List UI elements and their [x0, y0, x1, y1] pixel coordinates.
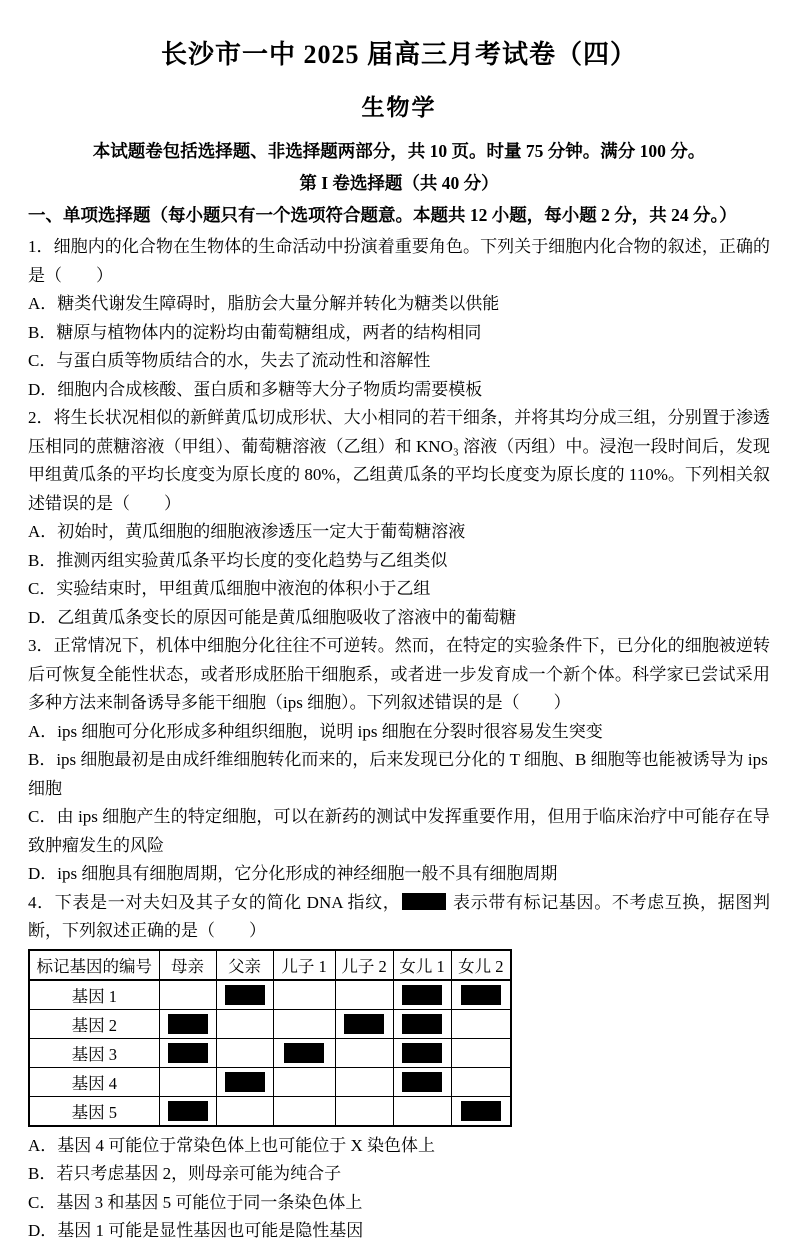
- table-header-row: [29, 950, 511, 980]
- question-1: [28, 233, 770, 404]
- dna-band-cell: [273, 1009, 335, 1038]
- question-3-stem: 3．正常情况下，机体中细胞分化往往不可逆转。然而，在特定的实验条件下，已分化的细胞被逆转后可恢复全能性状态，或者形成胚胎干细胞系，或者进一步发育成一个新个体。科学家已尝试采用多种方法来制备诱导多能干细胞（ips 细胞）。下列叙述错误的是（ ）: [28, 636, 770, 712]
- header-daughter1: 女儿 1: [393, 950, 451, 980]
- marker-band-icon: [402, 893, 446, 910]
- header-son2: 儿子 2: [335, 950, 393, 980]
- dna-band-cell: [216, 1096, 273, 1126]
- question-4-stem-after: 表示带有标记基因。不考虑互换，据图判断，下列叙述正确的是（ ）: [28, 892, 770, 940]
- table-row-gene2: [29, 1009, 511, 1038]
- dna-band-cell: [451, 1067, 511, 1096]
- question-4-option-b: B．若只考虑基因 2，则母亲可能为纯合子: [28, 1164, 342, 1183]
- dna-band-cell: [393, 1009, 451, 1038]
- dna-band-cell: [216, 1009, 273, 1038]
- dna-band-cell: [393, 1038, 451, 1067]
- question-1-stem: 1．细胞内的化合物在生物体的生命活动中扮演着重要角色。下列关于细胞内化合物的叙述，正确的是（ ）: [28, 237, 770, 285]
- question-4: [28, 889, 770, 1246]
- question-1-option-c: C．与蛋白质等物质结合的水，失去了流动性和溶解性: [28, 351, 431, 370]
- dna-band-cell: [451, 980, 511, 1010]
- dna-band-cell: [335, 980, 393, 1010]
- dna-band-cell: [335, 1096, 393, 1126]
- question-2-option-d: D．乙组黄瓜条变长的原因可能是黄瓜细胞吸收了溶液中的葡萄糖: [28, 607, 517, 627]
- dna-band-cell: [335, 1067, 393, 1096]
- dna-band-cell: [451, 1009, 511, 1038]
- gene1-label: 基因 1: [29, 980, 159, 1010]
- dna-band-cell: [216, 1067, 273, 1096]
- header-mother: 母亲: [159, 950, 216, 980]
- exam-subject: 生物学: [361, 95, 437, 120]
- question-2-option-c: C．实验结束时，甲组黄瓜细胞中液泡的体积小于乙组: [28, 579, 431, 598]
- dna-band-cell: [335, 1038, 393, 1067]
- exam-title: 长沙市一中 2025 届高三月考试卷（四）: [160, 40, 637, 69]
- table-row-gene5: [29, 1096, 511, 1126]
- part-heading: 一、单项选择题（每小题只有一个选项符合题意。本题共 12 小题，每小题 2 分，共 24 分。）: [28, 205, 737, 225]
- dna-band-cell: [393, 980, 451, 1010]
- header-daughter2: 女儿 2: [451, 950, 511, 980]
- dna-band-cell: [393, 1096, 451, 1126]
- header-gene-id: 标记基因的编号: [29, 950, 159, 980]
- dna-band-cell: [273, 980, 335, 1010]
- dna-band-cell: [273, 1096, 335, 1126]
- question-3-option-b: B．ips 细胞最初是由成纤维细胞转化而来的，后来发现已分化的 T 细胞、B 细胞等也能被诱导为 ips 细胞: [28, 750, 768, 798]
- question-2-option-a: A．初始时，黄瓜细胞的细胞液渗透压一定大于葡萄糖溶液: [28, 522, 466, 541]
- exam-instructions: 本试题卷包括选择题、非选择题两部分，共 10 页。时量 75 分钟。满分 100 分。: [92, 141, 706, 161]
- gene5-label: 基因 5: [29, 1096, 159, 1126]
- dna-band-cell: [159, 1067, 216, 1096]
- dna-band-cell: [216, 980, 273, 1010]
- question-2: [28, 404, 770, 632]
- question-3-option-a: A．ips 细胞可分化形成多种组织细胞，说明 ips 细胞在分裂时很容易发生突变: [28, 721, 603, 741]
- question-3-option-c: C．由 ips 细胞产生的特定细胞，可以在新药的测试中发挥重要作用，但用于临床治疗中可能存在导致肿瘤发生的风险: [28, 807, 770, 855]
- gene4-label: 基因 4: [29, 1067, 159, 1096]
- question-4-option-d: D．基因 1 可能是显性基因也可能是隐性基因: [28, 1221, 364, 1240]
- question-3: [28, 632, 770, 889]
- dna-band-cell: [273, 1038, 335, 1067]
- table-row-gene3: [29, 1038, 511, 1067]
- dna-band-cell: [216, 1038, 273, 1067]
- header-father: 父亲: [216, 950, 273, 980]
- dna-band-cell: [159, 980, 216, 1010]
- gene2-label: 基因 2: [29, 1009, 159, 1038]
- question-4-option-a: A．基因 4 可能位于常染色体上也可能位于 X 染色体上: [28, 1135, 436, 1155]
- question-4-option-c: C．基因 3 和基因 5 可能位于同一条染色体上: [28, 1192, 363, 1212]
- dna-band-cell: [335, 1009, 393, 1038]
- question-3-option-d: D．ips 细胞具有细胞周期，它分化形成的神经细胞一般不具有细胞周期: [28, 864, 558, 883]
- question-4-stem: [28, 889, 770, 946]
- gene3-label: 基因 3: [29, 1038, 159, 1067]
- header-son1: 儿子 1: [273, 950, 335, 980]
- question-1-option-b: B．糖原与植物体内的淀粉均由葡萄糖组成，两者的结构相同: [28, 322, 482, 342]
- question-2-stem: 2．将生长状况相似的新鲜黄瓜切成形状、大小相同的若干细条，并将其均分成三组，分别置于渗透压相同的蔗糖溶液（甲组）、葡萄糖溶液（乙组）和 KNO₃ 溶液（丙组）中。浸泡一段时间后，发现甲组黄瓜条的平均长度变为原长度的 80%，乙组黄瓜条的平均长度变为原长度的 110%。下列相关叙述错误的是（ ）: [28, 408, 770, 513]
- dna-band-cell: [273, 1067, 335, 1096]
- table-row-gene4: [29, 1067, 511, 1096]
- dna-fingerprint-table: [28, 949, 512, 1127]
- question-1-option-a: A．糖类代谢发生障碍时，脂肪会大量分解并转化为糖类以供能: [28, 294, 500, 313]
- dna-band-cell: [393, 1067, 451, 1096]
- question-2-option-b: B．推测丙组实验黄瓜条平均长度的变化趋势与乙组类似: [28, 550, 448, 570]
- dna-band-cell: [159, 1038, 216, 1067]
- dna-band-cell: [159, 1009, 216, 1038]
- question-1-option-d: D．细胞内合成核酸、蛋白质和多糖等大分子物质均需要模板: [28, 379, 483, 399]
- question-4-stem-before: 4．下表是一对夫妇及其子女的简化 DNA 指纹，: [28, 892, 401, 912]
- section-heading: 第 I 卷选择题（共 40 分）: [299, 173, 499, 193]
- dna-band-cell: [451, 1038, 511, 1067]
- dna-band-cell: [159, 1096, 216, 1126]
- table-row-gene1: [29, 980, 511, 1010]
- dna-band-cell: [451, 1096, 511, 1126]
